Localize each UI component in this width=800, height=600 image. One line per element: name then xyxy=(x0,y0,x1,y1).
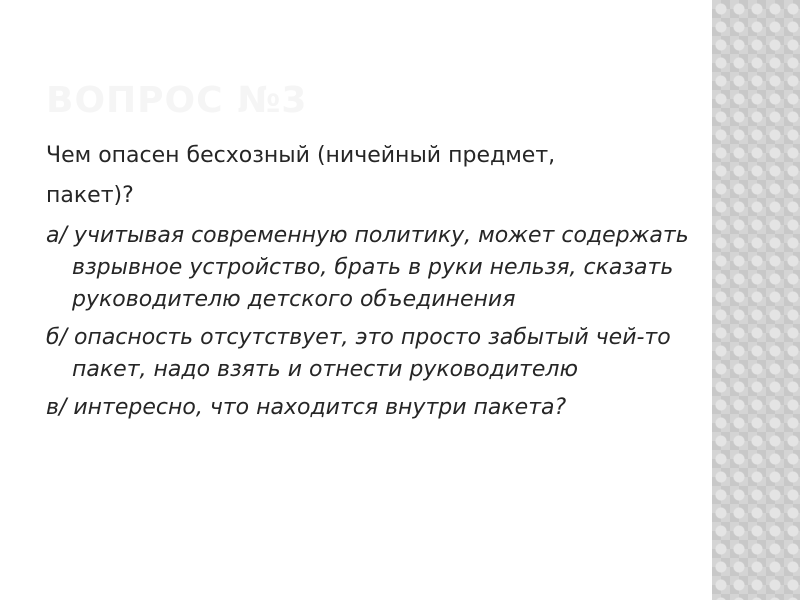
slide-title: ВОПРОС №3 xyxy=(46,80,308,121)
decorative-side-pattern xyxy=(712,0,800,600)
slide-content xyxy=(46,140,696,430)
answer-b: б/ опасность отсутствует, это просто забытый чей-то пакет, надо взять и отнести руководителю xyxy=(46,325,671,382)
question-line-1: Чем опасен бесхозный (ничейный предмет, xyxy=(46,143,556,168)
question-line-2: пакет)? xyxy=(46,183,134,208)
answer-c: в/ интересно, что находится внутри пакета? xyxy=(46,395,567,420)
answer-a: а/ учитывая современную политику, может содержать взрывное устройство, брать в руки нельзя, сказать руководителю детского объединения xyxy=(46,223,689,312)
